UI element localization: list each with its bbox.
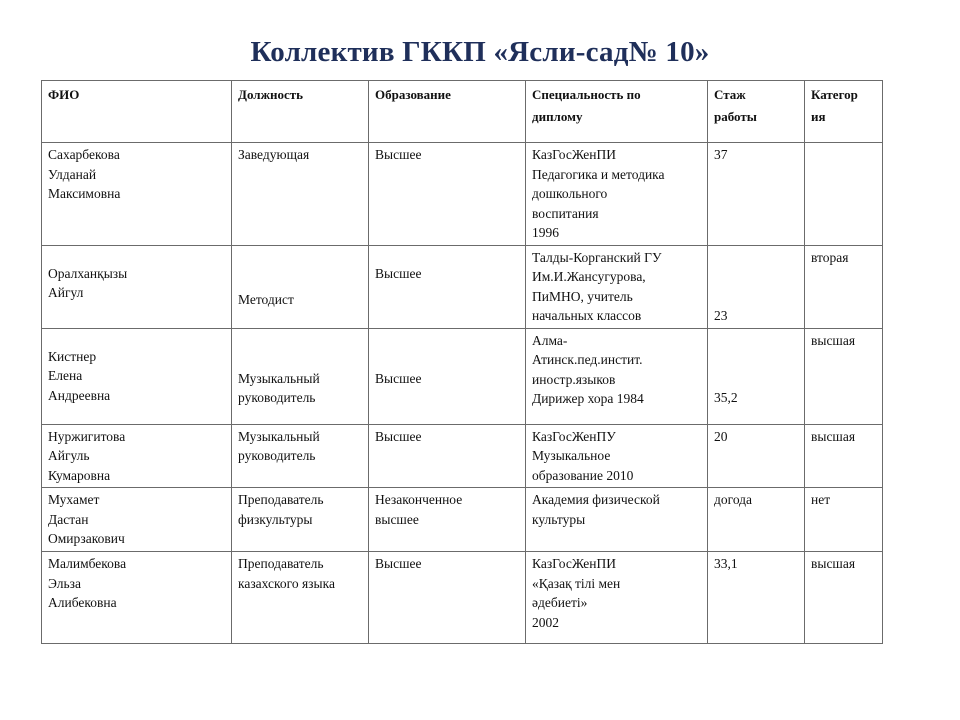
page-title: Коллектив ГККП «Ясли-сад№ 10»: [250, 36, 710, 68]
cell-specialty: Академия физической культуры: [526, 488, 708, 552]
cell-name: Малимбекова Эльза Алибековна: [42, 552, 232, 644]
cell-experience: 33,1: [708, 552, 805, 644]
cell-category: высшая: [805, 552, 883, 644]
cell-specialty: Алма- Атинск.пед.инстит. иностр.языков Дирижер хора 1984: [526, 328, 708, 424]
cell-experience: 20: [708, 424, 805, 488]
staff-table: [41, 80, 883, 644]
cell-position: Преподаватель казахского языка: [232, 552, 369, 644]
cell-category: вторая: [805, 245, 883, 328]
table-row: [42, 245, 883, 328]
cell-specialty: КазГосЖенПУ Музыкальное образование 2010: [526, 424, 708, 488]
cell-position: Музыкальный руководитель: [232, 424, 369, 488]
table-row: [42, 488, 883, 552]
cell-position: Музыкальный руководитель: [232, 328, 369, 424]
cell-position: Преподаватель физкультуры: [232, 488, 369, 552]
cell-position: Заведующая: [232, 143, 369, 246]
cell-education: Высшее: [369, 328, 526, 424]
cell-name: Нуржигитова Айгуль Кумаровна: [42, 424, 232, 488]
cell-category: нет: [805, 488, 883, 552]
header-experience: Стаж работы: [708, 81, 805, 143]
cell-category: [805, 143, 883, 246]
cell-experience: 37: [708, 143, 805, 246]
cell-experience: догода: [708, 488, 805, 552]
table-row: [42, 143, 883, 246]
cell-category: высшая: [805, 424, 883, 488]
cell-experience: 35,2: [708, 328, 805, 424]
cell-name: Сахарбекова Улданай Максимовна: [42, 143, 232, 246]
cell-education: Высшее: [369, 424, 526, 488]
cell-specialty: КазГосЖенПИ Педагогика и методика дошкольного воспитания 1996: [526, 143, 708, 246]
header-position: Должность: [232, 81, 369, 143]
cell-category: высшая: [805, 328, 883, 424]
cell-position: Методист: [232, 245, 369, 328]
cell-name: Оралханқызы Айгул: [42, 245, 232, 328]
cell-education: Высшее: [369, 143, 526, 246]
table-row: [42, 552, 883, 644]
header-name: ФИО: [42, 81, 232, 143]
cell-specialty: Талды-Корганский ГУ Им.И.Жансугурова, ПиМНО, учитель начальных классов: [526, 245, 708, 328]
cell-specialty: КазГосЖенПИ «Қазақ тілі мен әдебиеті» 2002: [526, 552, 708, 644]
table-row: [42, 328, 883, 424]
cell-name: Мухамет Дастан Омирзакович: [42, 488, 232, 552]
header-education: Образование: [369, 81, 526, 143]
header-category: Категор ия: [805, 81, 883, 143]
table-row: [42, 424, 883, 488]
table-header-row: [42, 81, 883, 143]
cell-education: Высшее: [369, 552, 526, 644]
cell-name: Кистнер Елена Андреевна: [42, 328, 232, 424]
cell-education: Незаконченное высшее: [369, 488, 526, 552]
cell-experience: 23: [708, 245, 805, 328]
cell-education: Высшее: [369, 245, 526, 328]
header-specialty: Специальность по диплому: [526, 81, 708, 143]
